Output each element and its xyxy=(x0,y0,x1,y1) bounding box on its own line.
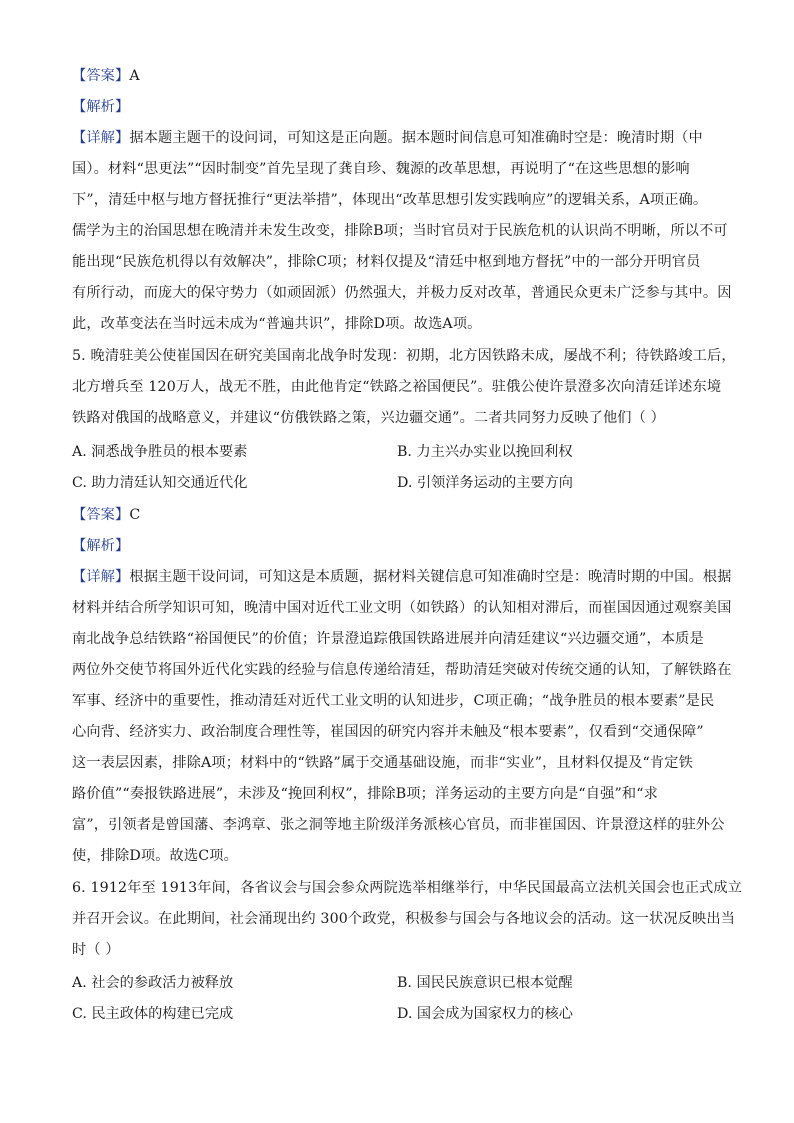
answer-value: A xyxy=(129,68,140,84)
detail-line: 下”，清廷中枢与地方督抚推行“更法举措”，体现出“改革思想引发实践响应”的逻辑关系，A项正确。 xyxy=(72,192,708,208)
question-stem-line: 时（ ） xyxy=(72,942,120,958)
detail-line xyxy=(72,567,732,587)
detail-line: 心向背、经济实力、政治制度合理性等，崔国因的研究内容并未触及“根本要素”，仅看到“交通保障” xyxy=(72,724,704,740)
answer-line-q4 xyxy=(72,66,140,86)
option-b: B. 国民民族意识已根本觉醒 xyxy=(397,975,573,991)
option-b: B. 力主兴办实业以挽回利权 xyxy=(397,444,573,460)
detail-tag: 【详解】 xyxy=(72,130,130,146)
option-c: C. 助力清廷认知交通近代化 xyxy=(72,475,248,491)
option-a: A. 洞悉战争胜员的根本要素 xyxy=(72,444,248,460)
detail-line: 两位外交使节将国外近代化实践的经验与信息传递给清廷，帮助清廷突破对传统交通的认知，了解铁路在 xyxy=(72,662,732,678)
question-stem-line: 并召开会议。在此期间，社会涌现出约 300个政党，积极参与国会与各地议会的活动。这一状况反映出当 xyxy=(72,911,736,927)
option-c: C. 民主政体的构建已完成 xyxy=(72,1006,234,1022)
detail-line: 使，排除D项。故选C项。 xyxy=(72,848,238,864)
detail-line: 富”，引领者是曾国藩、李鸿章、张之洞等地主阶级洋务派核心官员，而非崔国因、许景澄这样的驻外公 xyxy=(72,817,725,833)
question-stem-line: 5. 晚清驻美公使崔国因在研究美国南北战争时发现：初期，北方因铁路未成，屡战不利；待铁路竣工后， xyxy=(72,348,736,364)
detail-line: 国）。材料“思更法”“因时制变”首先呈现了龚自珍、魏源的改革思想，再说明了“在这些思想的影响 xyxy=(72,161,690,177)
answer-value: C xyxy=(129,507,141,523)
analysis-tag-q4: 【解析】 xyxy=(72,99,130,115)
detail-line: 材料并结合所学知识可知，晚清中国对近代工业文明（如铁路）的认知相对滞后，而崔国因通过观察美国 xyxy=(72,600,732,616)
question-stem-line: 铁路对俄国的战略意义，并建议“仿俄铁路之策，兴边疆交通”。二者共同努力反映了他们（ ） xyxy=(72,410,665,426)
option-d: D. 引领洋务运动的主要方向 xyxy=(397,475,573,491)
detail-text: 据本题主题干的设问词，可知这是正向题。据本题时间信息可知准确时空是：晚清时期（中 xyxy=(129,130,703,146)
question-stem-line: 6. 1912年至 1913年间，各省议会与国会参众两院选举相继举行，中华民国最高立法机关国会也正式成立 xyxy=(72,880,743,896)
answer-tag: 【答案】 xyxy=(72,68,130,84)
detail-tag: 【详解】 xyxy=(72,569,130,585)
answer-line-q5 xyxy=(72,505,140,525)
analysis-tag-q5: 【解析】 xyxy=(72,538,130,554)
detail-line: 儒学为主的治国思想在晚清并未发生改变，排除B项；当时官员对于民族危机的认识尚不明晰，所以不可 xyxy=(72,223,728,239)
question-stem-line: 北方增兵至 120万人，战无不胜，由此他肯定“铁路之裕国便民”。驻俄公使许景澄多次向清廷详述东境 xyxy=(72,379,722,395)
option-d: D. 国会成为国家权力的核心 xyxy=(397,1006,573,1022)
detail-line: 此，改革变法在当时远未成为“普遍共识”，排除D项。故选A项。 xyxy=(72,316,482,332)
detail-text: 根据主题干设问词，可知这是本质题，据材料关键信息可知准确时空是：晚清时期的中国。根据 xyxy=(129,569,732,585)
detail-line: 军事、经济中的重要性，推动清廷对近代工业文明的认知进步，C项正确；“战争胜员的根本要素”是民 xyxy=(72,693,715,709)
detail-line: 这一表层因素，排除A项；材料中的“铁路”属于交通基础设施，而非“实业”，且材料仅提及“肯定铁 xyxy=(72,755,693,771)
detail-line: 南北战争总结铁路“裕国便民”的价值；许景澄追踪俄国铁路进展并向清廷建议“兴边疆交通”，本质是 xyxy=(72,631,704,647)
detail-line: 路价值”“奏报铁路进展”，未涉及“挽回利权”，排除B项；洋务运动的主要方向是“自强”和“求 xyxy=(72,786,658,802)
detail-line: 有所行动，而庞大的保守势力（如顽固派）仍然强大，并极力反对改革，普通民众更未广泛参与其中。因 xyxy=(72,285,732,301)
detail-line: 能出现“民族危机得以有效解决”，排除C项；材料仅提及“清廷中枢到地方督抚”中的一部分开明官员 xyxy=(72,254,701,270)
option-a: A. 社会的参政活力被释放 xyxy=(72,975,234,991)
detail-line xyxy=(72,128,703,148)
answer-tag: 【答案】 xyxy=(72,507,130,523)
